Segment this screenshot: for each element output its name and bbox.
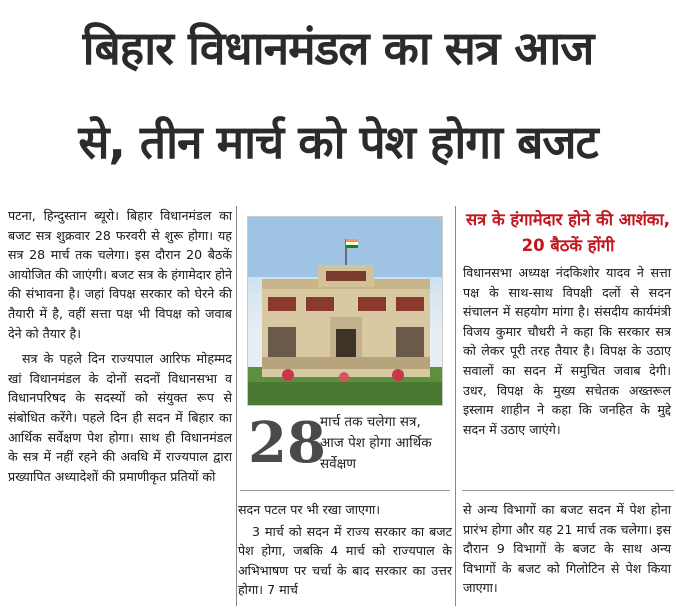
middle-para-1: सदन पटल पर भी रखा जाएगा।	[238, 502, 381, 517]
column-divider-right	[455, 206, 456, 606]
right-subheading: सत्र के हंगामेदार होने की आशंका, 20 बैठकें होंगी	[465, 210, 671, 255]
middle-divider	[240, 490, 450, 491]
left-para-1: पटना, हिन्दुस्तान ब्यूरो। बिहार विधानमंडल का बजट सत्र शुक्रवार 28 फरवरी से शुरू होगा। यह सत्र 28 मार्च तक चलेगा। इस दौरान 20 बैठकें आयोजित की जाएंगी। बजट सत्र के हंगामेदार होने की संभावना है। जहां विपक्ष सरकार को घेरने की तैयारी में है, वहीं सत्ता पक्ष भी विपक्ष को जवाब देने को तैयार है।	[8, 208, 232, 341]
right-column	[463, 263, 671, 439]
headline-line-1: बिहार विधानमंडल का सत्र आज	[82, 21, 594, 75]
right-para-2: से अन्य विभागों का बजट सदन में पेश होना प्रारंभ होगा और यह 21 मार्च तक चलेगा। इस दौरान 9 विभागों के बजट के साथ अन्य विभागों के बजट को गिलोटिन से पेश किया जाएगा।	[463, 502, 671, 596]
middle-para-2: 3 मार्च को सदन में राज्य सरकार का बजट पेश होगा, जबकि 4 मार्च को राज्यपाल के अभिभाषण पर चर्चा के बाद सरकार का उत्तर होगा। 7 मार्च	[238, 523, 452, 598]
right-column-bottom	[463, 500, 671, 598]
headline-line-2: से, तीन मार्च को पेश होगा बजट	[78, 115, 598, 169]
caption-text: मार्च तक चलेगा सत्र, आज पेश होगा आर्थिक सर्वेक्षण	[320, 414, 432, 472]
left-para-2: सत्र के पहले दिन राज्यपाल आरिफ मोहम्मद खां विधानमंडल के दोनों सदनों विधानसभा व विधानपरिषद के सदस्यों को संयुक्त रूप से संबोधित करेंगे। पहले दिन ही सदन में बिहार का आर्थिक सर्वेक्षण पेश होगा। साथ ही विधानमंडल के सत्र में नहीं रहने की अवधि में राज्यपाल द्वारा प्रख्यापित अध्यादेशों की प्रमाणीकृत प्रतियों को	[8, 351, 232, 484]
column-divider-left	[236, 206, 237, 606]
caption-number: 28	[248, 410, 326, 476]
right-divider	[462, 490, 674, 491]
left-column	[8, 206, 232, 488]
right-para-1: विधानसभा अध्यक्ष नंदकिशोर यादव ने सत्ता पक्ष के साथ-साथ विपक्षी दलों से सदन संचालन में सहयोग मांगा है। संसदीय कार्यमंत्री विजय कुमार चौधरी ने कहा कि सरकार सत्र को लेकर पूरी तरह तैयार है। विपक्ष के उठाए सवालों का सदन में समुचित जवाब देगी। उधर, विपक्ष के मुख्य सचेतक अख्तरूल इस्लाम शाहीन ने कहा कि जनहित के मुद्दे सदन में उठाए जाएंगे।	[463, 265, 671, 437]
building-illustration-icon	[248, 217, 443, 406]
middle-column	[238, 500, 452, 600]
assembly-building-photo	[247, 216, 443, 406]
